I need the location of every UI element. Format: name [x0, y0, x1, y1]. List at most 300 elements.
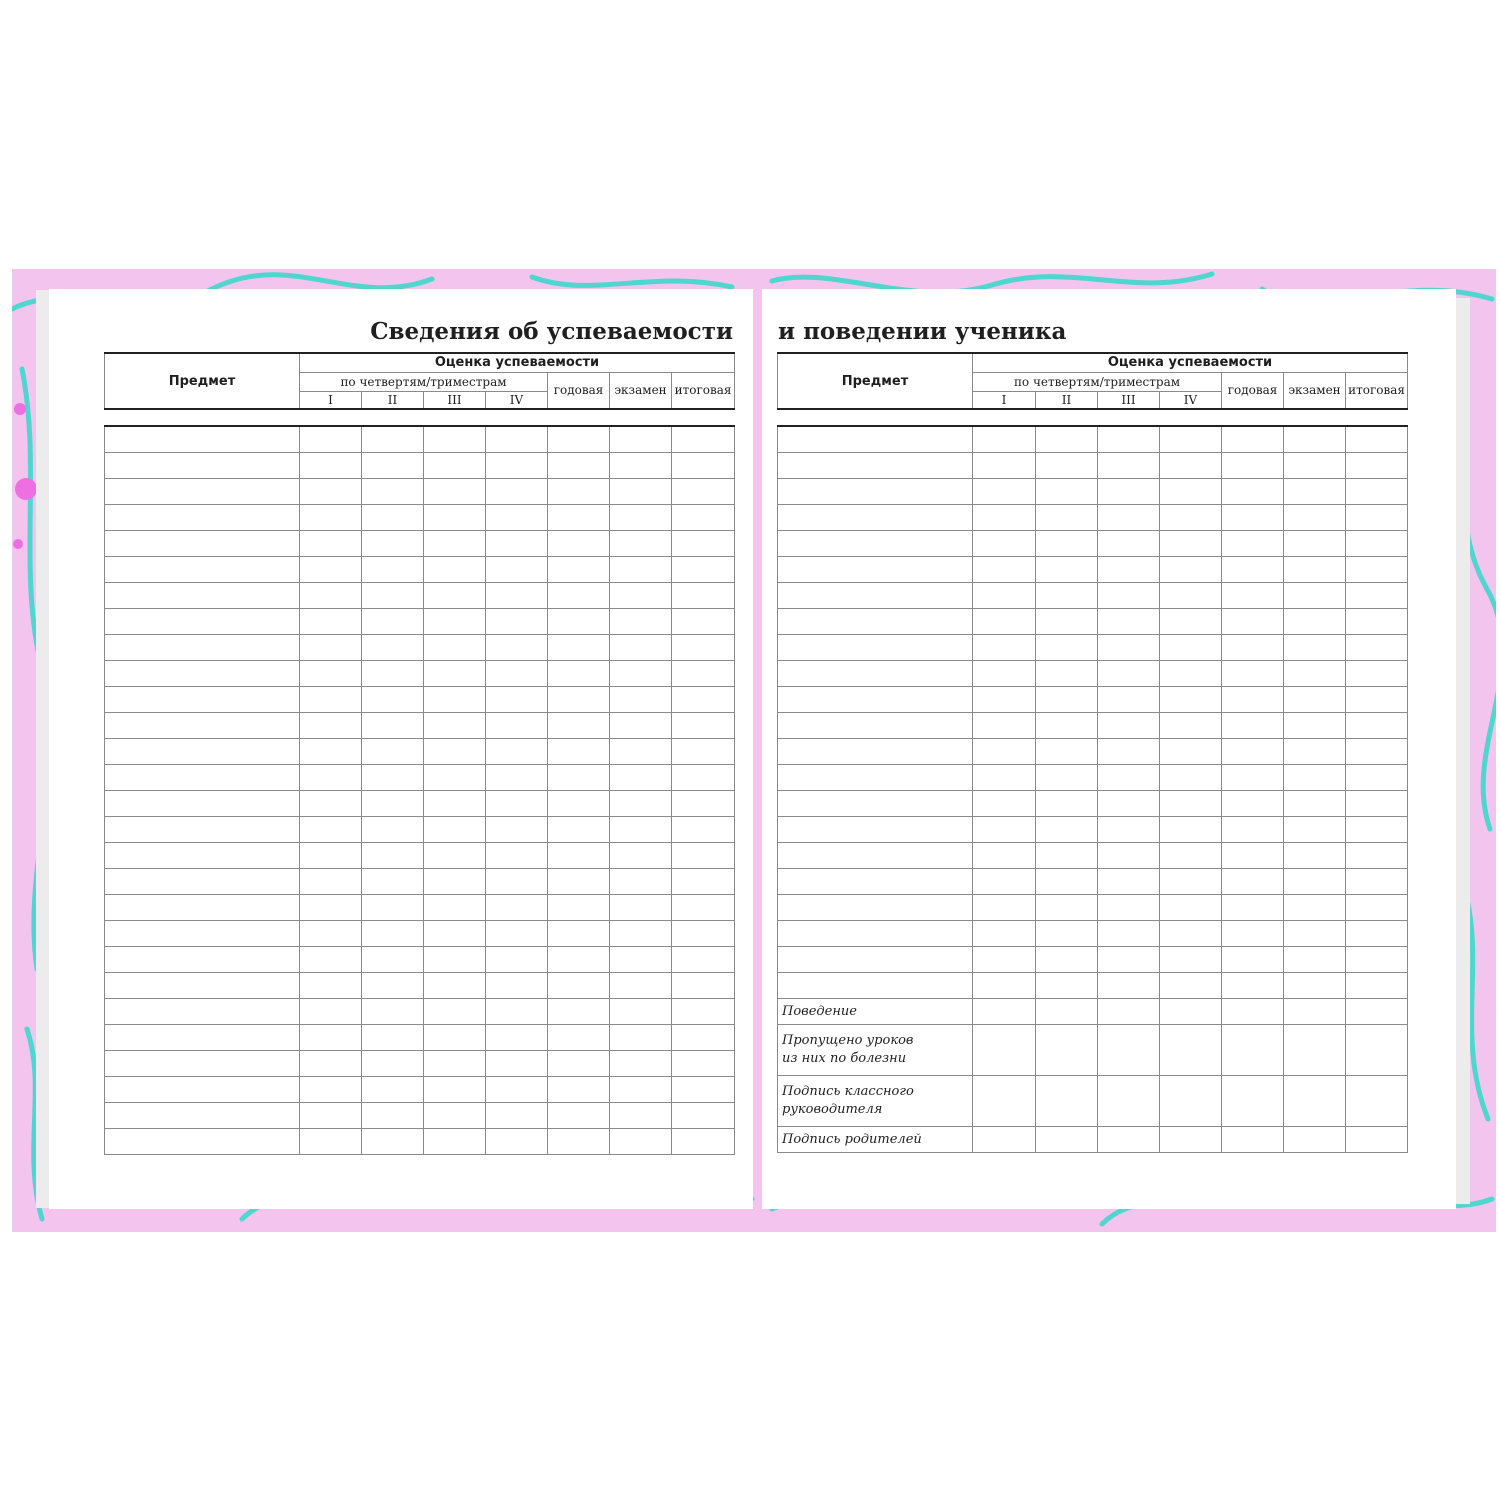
grade-cell [486, 1025, 548, 1051]
grade-cell [1222, 947, 1284, 973]
grade-cell [1036, 531, 1098, 557]
cell [1036, 1127, 1098, 1153]
grade-cell [548, 635, 610, 661]
subject-cell [105, 999, 300, 1025]
grade-cell [362, 713, 424, 739]
grade-cell [610, 661, 672, 687]
grade-cell [1098, 505, 1160, 531]
grade-cell [610, 921, 672, 947]
grade-cell [1036, 739, 1098, 765]
grade-cell [1346, 479, 1408, 505]
table-row [105, 557, 735, 583]
table-row [105, 765, 735, 791]
table-row [778, 843, 1408, 869]
grade-cell [1160, 895, 1222, 921]
grade-cell [672, 843, 735, 869]
grades-body-table-left [104, 425, 735, 1155]
table-row [778, 765, 1408, 791]
grade-cell [300, 713, 362, 739]
grade-cell [1222, 817, 1284, 843]
grade-cell [1346, 973, 1408, 999]
cell [1284, 1025, 1346, 1076]
cell [1222, 1076, 1284, 1127]
grade-cell [362, 479, 424, 505]
grade-cell [1284, 426, 1346, 453]
grade-cell [672, 947, 735, 973]
cell [1284, 999, 1346, 1025]
grade-cell [1160, 765, 1222, 791]
cell [1160, 1025, 1222, 1076]
table-row [105, 1077, 735, 1103]
grade-cell [486, 1051, 548, 1077]
header-exam: экзамен [610, 372, 672, 409]
grade-cell [424, 557, 486, 583]
grade-cell [1284, 869, 1346, 895]
grade-cell [1222, 869, 1284, 895]
grade-cell [1284, 661, 1346, 687]
grade-cell [300, 1077, 362, 1103]
header-by-terms: по четвертям/триместрам [973, 372, 1222, 391]
grade-cell [300, 661, 362, 687]
grade-cell [1346, 947, 1408, 973]
behavior-label [778, 999, 973, 1025]
grade-cell [1284, 531, 1346, 557]
grade-cell [1160, 531, 1222, 557]
grade-cell [672, 1025, 735, 1051]
grade-cell [1098, 635, 1160, 661]
grade-cell [362, 999, 424, 1025]
grade-cell [672, 426, 735, 453]
grade-cell [424, 739, 486, 765]
grade-cell [1160, 817, 1222, 843]
grade-cell [486, 791, 548, 817]
grade-cell [362, 1103, 424, 1129]
header-subject: Предмет [105, 353, 300, 409]
grade-cell [362, 869, 424, 895]
grade-cell [424, 921, 486, 947]
grade-cell [486, 505, 548, 531]
missed-lessons-line1: Пропущено уроков [782, 1033, 914, 1048]
grade-cell [300, 843, 362, 869]
table-row [778, 557, 1408, 583]
table-row [778, 713, 1408, 739]
grade-cell [424, 1025, 486, 1051]
grade-cell [1284, 687, 1346, 713]
grade-cell [1346, 635, 1408, 661]
subject-cell [778, 479, 973, 505]
grade-cell [486, 713, 548, 739]
grade-cell [548, 453, 610, 479]
table-row [105, 1103, 735, 1129]
grade-cell [1160, 635, 1222, 661]
grade-cell [1160, 479, 1222, 505]
grade-cell [300, 635, 362, 661]
grade-cell [973, 479, 1036, 505]
table-row [778, 687, 1408, 713]
grade-cell [1098, 661, 1160, 687]
grade-cell [973, 739, 1036, 765]
grade-cell [672, 1051, 735, 1077]
subject-cell [105, 453, 300, 479]
cell [1160, 1076, 1222, 1127]
subject-cell [105, 557, 300, 583]
grade-cell [610, 1025, 672, 1051]
table-row [105, 531, 735, 557]
grade-cell [610, 947, 672, 973]
cell [1098, 1076, 1160, 1127]
grade-cell [300, 947, 362, 973]
grade-cell [486, 479, 548, 505]
grade-cell [1098, 426, 1160, 453]
table-row [778, 791, 1408, 817]
grade-cell [362, 1025, 424, 1051]
grade-cell [300, 583, 362, 609]
grade-cell [362, 426, 424, 453]
grade-cell [672, 895, 735, 921]
grade-cell [610, 609, 672, 635]
grade-cell [548, 973, 610, 999]
grade-cell [973, 635, 1036, 661]
grade-cell [300, 739, 362, 765]
grade-cell [672, 453, 735, 479]
grade-cell [1346, 661, 1408, 687]
grade-cell [610, 687, 672, 713]
header-annual: годовая [548, 372, 610, 409]
grade-cell [1284, 765, 1346, 791]
cell [1284, 1127, 1346, 1153]
grade-cell [424, 791, 486, 817]
table-row [105, 426, 735, 453]
grade-cell [300, 817, 362, 843]
grade-cell [973, 426, 1036, 453]
grade-cell [300, 791, 362, 817]
grade-cell [1098, 557, 1160, 583]
grade-cell [1284, 713, 1346, 739]
cell [1098, 1127, 1160, 1153]
grade-cell [1222, 583, 1284, 609]
grade-cell [486, 843, 548, 869]
subject-cell [105, 531, 300, 557]
grade-cell [1036, 843, 1098, 869]
header-term-2: II [1036, 391, 1098, 409]
grade-cell [1036, 583, 1098, 609]
grades-body-table-right [777, 425, 1408, 1153]
subject-cell [105, 1077, 300, 1103]
cell [1160, 999, 1222, 1025]
grade-cell [424, 713, 486, 739]
teacher-signature-line2: руководителя [782, 1102, 883, 1117]
grade-cell [672, 1129, 735, 1155]
header-by-terms: по четвертям/триместрам [300, 372, 548, 391]
grade-cell [1160, 557, 1222, 583]
grade-cell [973, 921, 1036, 947]
behavior-label-text: Поведение [782, 1003, 857, 1019]
grade-cell [1284, 739, 1346, 765]
table-row [105, 947, 735, 973]
grade-cell [1160, 505, 1222, 531]
grade-cell [486, 999, 548, 1025]
grade-cell [1284, 921, 1346, 947]
grade-cell [300, 505, 362, 531]
grade-cell [973, 765, 1036, 791]
grade-cell [1160, 661, 1222, 687]
grade-cell [424, 947, 486, 973]
grade-cell [486, 687, 548, 713]
grade-cell [672, 661, 735, 687]
grade-cell [973, 843, 1036, 869]
cell [973, 1025, 1036, 1076]
subject-cell [105, 713, 300, 739]
grade-cell [1284, 635, 1346, 661]
grade-cell [1284, 895, 1346, 921]
grade-cell [486, 947, 548, 973]
missed-lessons-label [778, 1025, 973, 1076]
table-row [105, 609, 735, 635]
grade-cell [486, 1129, 548, 1155]
grade-cell [1036, 453, 1098, 479]
table-row [105, 843, 735, 869]
grade-cell [1160, 687, 1222, 713]
grade-cell [486, 426, 548, 453]
cell [1098, 999, 1160, 1025]
grade-cell [973, 973, 1036, 999]
table-row [105, 583, 735, 609]
grade-cell [973, 661, 1036, 687]
grade-cell [1222, 557, 1284, 583]
header-exam: экзамен [1284, 372, 1346, 409]
table-row [778, 947, 1408, 973]
grade-cell [1160, 947, 1222, 973]
grade-cell [1222, 921, 1284, 947]
subject-cell [778, 557, 973, 583]
grade-cell [1036, 765, 1098, 791]
teacher-signature-line1: Подпись классного [782, 1084, 914, 1099]
grade-cell [548, 895, 610, 921]
subject-cell [105, 583, 300, 609]
grade-cell [610, 635, 672, 661]
grade-cell [1346, 609, 1408, 635]
subject-cell [778, 791, 973, 817]
grade-cell [486, 869, 548, 895]
subject-cell [105, 1051, 300, 1077]
grade-cell [610, 869, 672, 895]
table-row [105, 479, 735, 505]
table-row [778, 661, 1408, 687]
grade-cell [486, 1103, 548, 1129]
grade-cell [548, 557, 610, 583]
grade-cell [1346, 843, 1408, 869]
grade-cell [1346, 791, 1408, 817]
grade-cell [362, 1077, 424, 1103]
grade-cell [424, 505, 486, 531]
subject-cell [105, 947, 300, 973]
grade-cell [362, 843, 424, 869]
table-row [778, 426, 1408, 453]
grade-cell [300, 1025, 362, 1051]
subject-cell [778, 973, 973, 999]
grade-cell [424, 531, 486, 557]
subject-cell [778, 609, 973, 635]
grade-cell [1036, 817, 1098, 843]
table-row [778, 479, 1408, 505]
grade-cell [362, 947, 424, 973]
table-row [778, 453, 1408, 479]
grade-cell [486, 765, 548, 791]
grade-cell [424, 817, 486, 843]
grade-cell [672, 479, 735, 505]
grade-cell [1346, 869, 1408, 895]
grade-cell [610, 1051, 672, 1077]
subject-cell [105, 895, 300, 921]
grade-cell [672, 583, 735, 609]
table-row [105, 817, 735, 843]
grade-cell [300, 765, 362, 791]
grade-cell [424, 1129, 486, 1155]
grade-cell [1346, 713, 1408, 739]
grade-cell [362, 739, 424, 765]
cell [1036, 1076, 1098, 1127]
subject-cell [105, 609, 300, 635]
grade-cell [548, 947, 610, 973]
grade-cell [424, 479, 486, 505]
grade-cell [1160, 973, 1222, 999]
grade-cell [548, 817, 610, 843]
header-subject: Предмет [778, 353, 973, 409]
cell [1346, 1076, 1408, 1127]
grade-cell [1346, 426, 1408, 453]
grade-cell [610, 973, 672, 999]
grade-cell [1222, 687, 1284, 713]
grade-cell [1098, 973, 1160, 999]
grade-cell [610, 713, 672, 739]
table-row [778, 973, 1408, 999]
subject-cell [778, 505, 973, 531]
subject-cell [105, 661, 300, 687]
grade-cell [1036, 973, 1098, 999]
header-final: итоговая [672, 372, 735, 409]
grade-cell [1222, 505, 1284, 531]
grade-cell [1160, 713, 1222, 739]
grade-cell [1098, 947, 1160, 973]
subject-cell [778, 869, 973, 895]
grade-cell [1036, 791, 1098, 817]
cell [973, 1127, 1036, 1153]
header-term-4: IV [486, 391, 548, 409]
grade-cell [672, 765, 735, 791]
grade-cell [424, 895, 486, 921]
header-term-1: I [973, 391, 1036, 409]
table-row [105, 1051, 735, 1077]
grade-cell [1284, 609, 1346, 635]
grade-cell [610, 583, 672, 609]
grade-cell [548, 999, 610, 1025]
cell [1346, 999, 1408, 1025]
grade-cell [362, 635, 424, 661]
cell [1160, 1127, 1222, 1153]
grade-cell [610, 739, 672, 765]
grade-cell [486, 609, 548, 635]
grade-cell [1160, 453, 1222, 479]
grade-cell [1346, 453, 1408, 479]
grade-cell [300, 921, 362, 947]
grade-cell [973, 583, 1036, 609]
grade-cell [1222, 426, 1284, 453]
grade-cell [672, 557, 735, 583]
grade-cell [973, 687, 1036, 713]
grade-cell [548, 609, 610, 635]
cell [973, 1076, 1036, 1127]
grade-cell [548, 739, 610, 765]
grade-cell [610, 426, 672, 453]
grade-cell [424, 869, 486, 895]
grade-cell [1284, 843, 1346, 869]
grade-cell [1098, 921, 1160, 947]
grade-cell [1346, 921, 1408, 947]
grade-cell [424, 453, 486, 479]
grade-cell [1098, 765, 1160, 791]
teacher-signature-label [778, 1076, 973, 1127]
header-term-4: IV [1160, 391, 1222, 409]
grade-cell [362, 921, 424, 947]
subject-cell [778, 531, 973, 557]
grade-cell [1098, 479, 1160, 505]
grade-cell [672, 973, 735, 999]
table-row [105, 869, 735, 895]
grade-cell [548, 843, 610, 869]
grade-cell [610, 817, 672, 843]
table-row [105, 635, 735, 661]
grade-cell [973, 453, 1036, 479]
table-row [105, 713, 735, 739]
grade-cell [1098, 817, 1160, 843]
grade-cell [610, 479, 672, 505]
grade-cell [1098, 687, 1160, 713]
grade-cell [548, 479, 610, 505]
parents-signature-label [778, 1127, 973, 1153]
subject-cell [105, 739, 300, 765]
grade-cell [610, 1077, 672, 1103]
grade-cell [973, 609, 1036, 635]
grade-cell [362, 609, 424, 635]
grade-cell [1036, 869, 1098, 895]
subject-cell [778, 895, 973, 921]
grade-cell [1160, 426, 1222, 453]
grade-cell [300, 687, 362, 713]
subject-cell [105, 765, 300, 791]
page-title-right: и поведении ученика [778, 318, 1067, 345]
grade-cell [1346, 687, 1408, 713]
grade-cell [362, 895, 424, 921]
right-page-edge [1456, 298, 1470, 1204]
grade-cell [610, 531, 672, 557]
grade-cell [672, 609, 735, 635]
grade-cell [610, 843, 672, 869]
grade-cell [973, 557, 1036, 583]
grade-cell [1222, 713, 1284, 739]
grade-cell [548, 1051, 610, 1077]
table-row [105, 661, 735, 687]
page-title-left: Сведения об успеваемости [370, 318, 733, 345]
grade-cell [1222, 765, 1284, 791]
grade-cell [1284, 817, 1346, 843]
grade-cell [548, 765, 610, 791]
grade-cell [1036, 661, 1098, 687]
parents-signature-text: Подпись родителей [782, 1131, 922, 1147]
grade-cell [610, 453, 672, 479]
cell [973, 999, 1036, 1025]
header-term-2: II [362, 391, 424, 409]
table-row [105, 1129, 735, 1155]
